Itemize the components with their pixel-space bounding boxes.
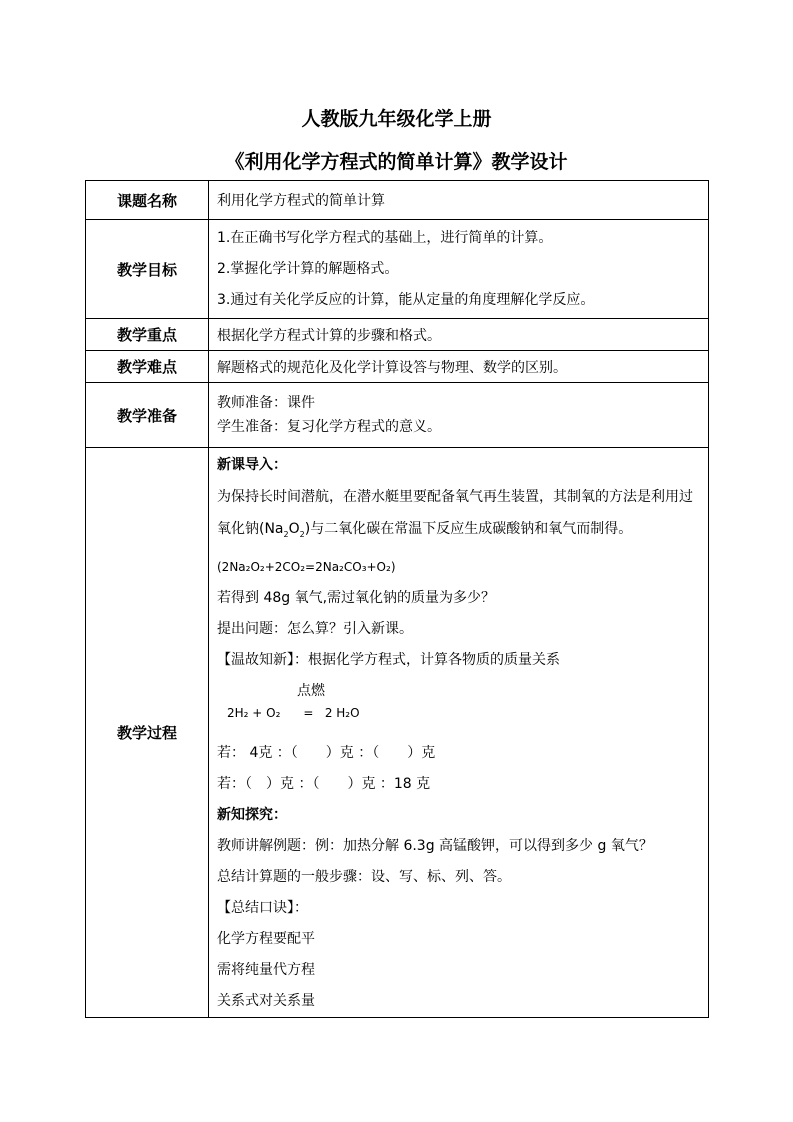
raise-question: 提出问题：怎么算？引入新课。 — [217, 620, 413, 637]
value-difficulty: 解题格式的规范化及化学计算设答与物理、数学的区别。 — [209, 351, 709, 383]
mnemonic-line: 关系式对关系量 — [217, 992, 315, 1009]
label-prep: 教学准备 — [86, 383, 209, 448]
example-text: 教师讲解例题：例：加热分解 6.3g 高锰酸钾，可以得到多少 g 氧气？ — [217, 837, 653, 854]
intro-paragraph: 为保持长时间潜航，在潜水艇里要配备氧气再生装置，其制氧的方法是利用过氧化钠$(Na_2O_2)$与二氧化碳在常温下反应生成碳酸钠和氧气而制得。(2Na₂O₂+2CO₂=2Na₂CO₃+O₂) — [217, 489, 693, 574]
row-process — [86, 448, 709, 1018]
row-topic — [86, 181, 709, 220]
label-difficulty: 教学难点 — [86, 351, 209, 383]
label-process: 教学过程 — [86, 448, 209, 1018]
equation-condition: 点燃 — [297, 682, 325, 699]
prep-student: 学生准备：复习化学方程式的意义。 — [217, 419, 441, 435]
row-key — [86, 319, 709, 351]
intro-question: 若得到 48g 氧气,需过氧化钠的质量为多少？ — [217, 589, 496, 606]
lesson-plan-table — [85, 180, 709, 1018]
mnemonic-line: 需将纯量代方程 — [217, 961, 315, 978]
value-process — [209, 448, 709, 1018]
page-title: 人教版九年级化学上册 — [301, 108, 492, 130]
label-goals: 教学目标 — [86, 220, 209, 319]
mnemonic-line: 化学方程要配平 — [217, 930, 315, 947]
ratio-line: 若： 4克 ：（ ）克 ：（ ）克 — [217, 744, 436, 761]
label-topic: 课题名称 — [86, 181, 209, 220]
reaction-equation — [217, 676, 700, 738]
value-prep — [209, 383, 709, 448]
intro-equation: (2Na₂O₂+2CO₂=2Na₂CO₃+O₂) — [217, 559, 396, 574]
goal-item: 2.掌握化学计算的解题格式。 — [217, 260, 399, 277]
equation-body — [227, 706, 360, 720]
prep-teacher: 教师准备：课件 — [217, 395, 315, 411]
value-key: 根据化学方程式计算的步骤和格式。 — [209, 319, 709, 351]
mnemonic-heading: 【总结口诀】： — [217, 899, 308, 916]
equation-sign: = — [303, 705, 314, 720]
equation-left: 2H₂ + O₂ — [227, 705, 281, 720]
page-subtitle: 《利用化学方程式的简单计算》教学设计 — [225, 151, 568, 173]
row-prep — [86, 383, 709, 448]
equation-right: 2 H₂O — [324, 705, 360, 720]
ratio-line: 若：（ ）克 ：（ ）克 ：18 克 — [217, 775, 431, 792]
goal-item: 1.在正确书写化学方程式的基础上，进行简单的计算。 — [217, 229, 553, 246]
row-goals — [86, 220, 709, 319]
intro-heading: 新课导入： — [217, 457, 287, 473]
label-key: 教学重点 — [86, 319, 209, 351]
row-difficulty — [86, 351, 709, 383]
value-topic: 利用化学方程式的简单计算 — [209, 181, 709, 220]
explore-heading: 新知探究： — [217, 806, 287, 823]
review-heading: 【温故知新】：根据化学方程式，计算各物质的质量关系 — [217, 651, 560, 668]
steps-text: 总结计算题的一般步骤：设、写、标、列、答。 — [217, 868, 511, 885]
value-goals — [209, 220, 709, 319]
goal-item: 3.通过有关化学反应的计算，能从定量的角度理解化学反应。 — [217, 291, 595, 308]
